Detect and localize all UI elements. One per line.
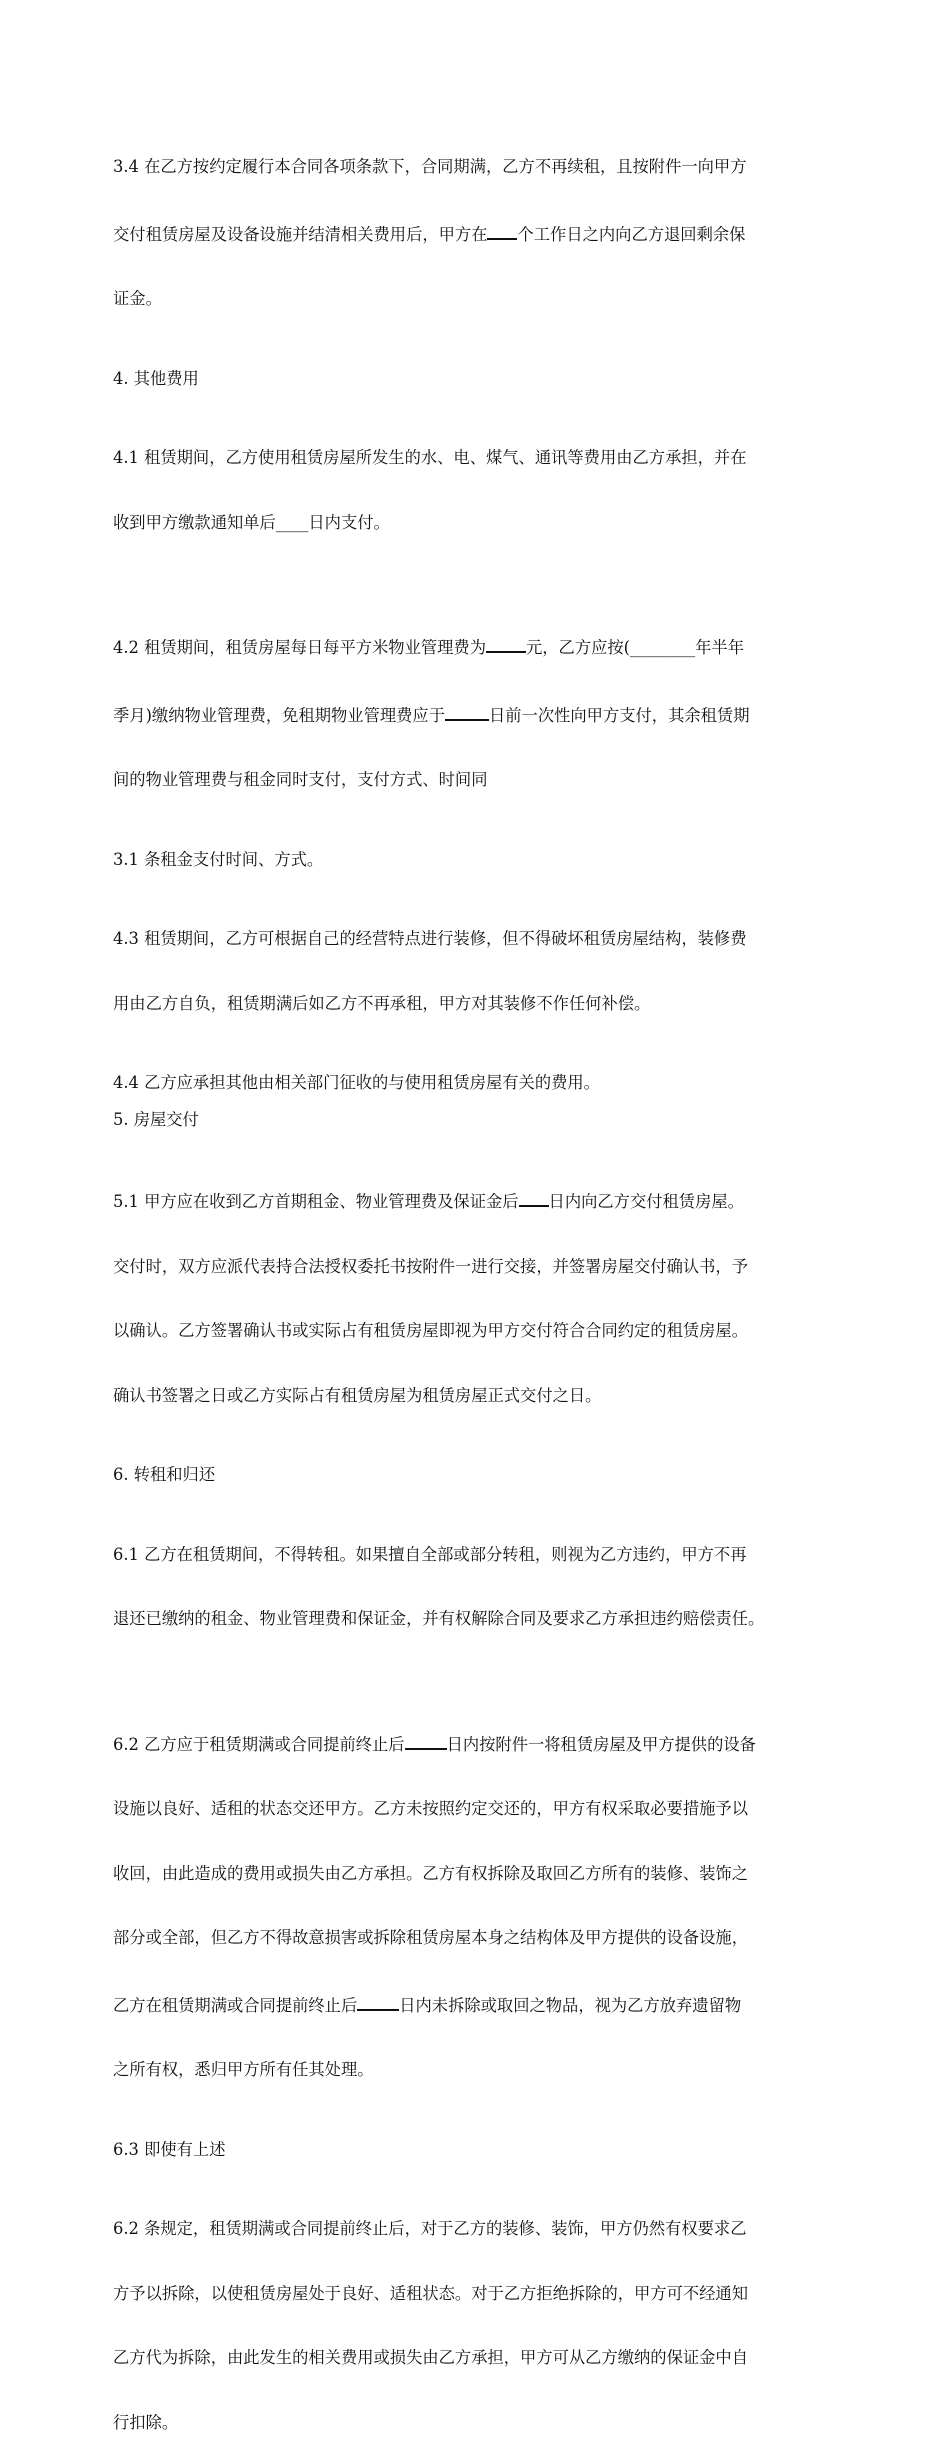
text-segment: 元，乙方应按(________年半年 bbox=[525, 638, 744, 657]
text-line: 交付时，双方应派代表持合法授权委托书按附件一进行交接，并签署房屋交付确认书，予 bbox=[113, 1256, 748, 1276]
fill-in-blank bbox=[486, 634, 526, 653]
text-segment: 5.1 甲方应在收到乙方首期租金、物业管理费及保证金后 bbox=[113, 1192, 519, 1211]
text-segment: 日内向乙方交付租赁房屋。 bbox=[548, 1192, 744, 1211]
clause-3-1-ref: 3.1 条租金支付时间、方式。 bbox=[113, 849, 324, 869]
section-heading-4: 4. 其他费用 bbox=[113, 368, 199, 388]
text-line: 间的物业管理费与租金同时支付，支付方式、时间同 bbox=[113, 770, 488, 789]
text-line: 退还已缴纳的租金、物业管理费和保证金，并有权解除合同及要求乙方承担违约赔偿责任。 bbox=[113, 1609, 765, 1628]
text-line: 4.3 租赁期间，乙方可根据自己的经营特点进行装修，但不得破坏租赁房屋结构，装修费 bbox=[113, 929, 747, 948]
text-line: 收回，由此造成的费用或损失由乙方承担。乙方有权拆除及取回乙方所有的装修、装饰之 bbox=[113, 1863, 748, 1883]
text-line: 以确认。乙方签署确认书或实际占有租赁房屋即视为甲方交付符合合同约定的租赁房屋。 bbox=[113, 1321, 748, 1340]
clause-6-3: 6.3 即使有上述 bbox=[113, 2139, 226, 2159]
text-line: 部分或全部，但乙方不得故意损害或拆除租赁房屋本身之结构体及甲方提供的设备设施， bbox=[113, 1928, 748, 1947]
text-line bbox=[113, 1992, 858, 2017]
text-line: 设施以良好、适租的状态交还甲方。乙方未按照约定交还的，甲方有权采取必要措施予以 bbox=[113, 1799, 748, 1818]
text-line bbox=[113, 221, 858, 246]
section-heading-6: 6. 转租和归还 bbox=[113, 1465, 216, 1484]
clause-4-3 bbox=[113, 885, 858, 1057]
text-segment: 日内按附件一将租赁房屋及甲方提供的设备 bbox=[446, 1734, 756, 1754]
fill-in-blank bbox=[445, 702, 489, 721]
document-page bbox=[113, 113, 858, 2460]
text-segment: 日内未拆除或取回之物品，视为乙方放弃遗留物 bbox=[399, 1995, 742, 2015]
text-line bbox=[113, 702, 858, 727]
clause-4-4: 4.4 乙方应承担其他由相关部门征收的与使用租赁房屋有关的费用。 bbox=[113, 1073, 600, 1092]
text-segment: 4.2 租赁期间，租赁房屋每日每平方米物业管理费为 bbox=[113, 638, 486, 657]
fill-in-blank bbox=[405, 1731, 447, 1750]
clause-5-1 bbox=[113, 1145, 858, 1449]
text-segment: 交付租赁房屋及设备设施并结清相关费用后，甲方在 bbox=[113, 224, 488, 244]
text-line: 6.1 乙方在租赁期间，不得转租。如果擅自全部或部分转租，则视为乙方违约，甲方不再 bbox=[113, 1544, 747, 1564]
text-line: 3.4 在乙方按约定履行本合同各项条款下，合同期满，乙方不再续租，且按附件一向甲方 bbox=[113, 157, 747, 176]
clause-6-1 bbox=[113, 1501, 858, 1673]
clause-6-2-continued bbox=[113, 2175, 858, 2460]
clause-6-2 bbox=[113, 1688, 858, 2124]
text-line: 乙方代为拆除，由此发生的相关费用或损失由乙方承担，甲方可从乙方缴纳的保证金中自 bbox=[113, 2348, 748, 2367]
text-line: 用由乙方自负，租赁期满后如乙方不再承租，甲方对其装修不作任何补偿。 bbox=[113, 993, 651, 1013]
text-segment: 日前一次性向甲方支付，其余租赁期 bbox=[488, 705, 750, 725]
section-heading-5: 5. 房屋交付 bbox=[113, 1109, 199, 1129]
text-segment: 个工作日之内向乙方退回剩余保 bbox=[517, 224, 746, 244]
text-line bbox=[113, 1188, 858, 1213]
text-line: 之所有权，悉归甲方所有任其处理。 bbox=[113, 2060, 374, 2079]
text-line bbox=[113, 1731, 858, 1756]
text-line: 6.2 条规定，租赁期满或合同提前终止后，对于乙方的装修、装饰，甲方仍然有权要求乙 bbox=[113, 2219, 747, 2238]
clause-4-1 bbox=[113, 404, 858, 576]
text-segment: 6.2 乙方应于租赁期满或合同提前终止后 bbox=[113, 1734, 405, 1754]
text-segment: 乙方在租赁期满或合同提前终止后 bbox=[113, 1995, 358, 2015]
clause-3-4 bbox=[113, 113, 858, 353]
text-line: 4.1 租赁期间，乙方使用租赁房屋所发生的水、电、煤气、通讯等费用由乙方承担，并在 bbox=[113, 448, 747, 467]
text-line: 方予以拆除，以使租赁房屋处于良好、适租状态。对于乙方拒绝拆除的，甲方可不经通知 bbox=[113, 2283, 748, 2303]
fill-in-blank bbox=[357, 1992, 399, 2011]
clause-4-2 bbox=[113, 591, 858, 834]
fill-in-blank bbox=[519, 1188, 549, 1207]
text-line: 证金。 bbox=[113, 289, 162, 308]
fill-in-blank bbox=[487, 221, 517, 240]
text-line: 行扣除。 bbox=[113, 2412, 179, 2432]
text-line: 收到甲方缴款通知单后____日内支付。 bbox=[113, 512, 390, 532]
text-line bbox=[113, 634, 858, 659]
text-segment: 季月)缴纳物业管理费，免租期物业管理费应于 bbox=[113, 705, 445, 725]
text-line: 确认书签署之日或乙方实际占有租赁房屋为租赁房屋正式交付之日。 bbox=[113, 1385, 602, 1405]
